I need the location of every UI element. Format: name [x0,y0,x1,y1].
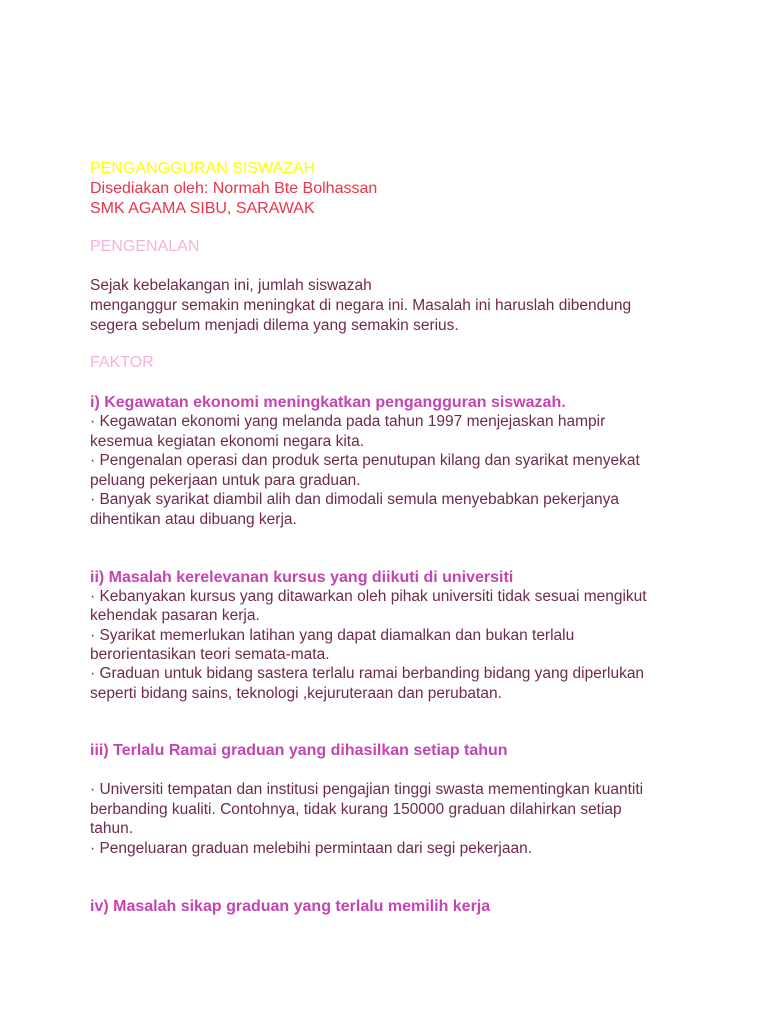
factor-3-line: · Universiti tempatan dan institusi pengajian tinggi swasta mementingkan kuantiti [90,781,644,798]
factor-3-line: · Pengeluaran graduan melebihi permintaan dari segi pekerjaan. [90,840,533,857]
factor-2-line: kehendak pasaran kerja. [90,607,260,624]
factor-heading-4: iv) Masalah sikap graduan yang terlalu memilih kerja [90,898,491,915]
factor-1-line: · Banyak syarikat diambil alih dan dimodali semula menyebabkan pekerjanya [90,491,620,508]
school-line: SMK AGAMA SIBU, SARAWAK [90,200,315,217]
factor-2-line: · Graduan untuk bidang sastera terlalu ramai berbanding bidang yang diperlukan [90,665,645,682]
factor-1-line: kesemua kegiatan ekonomi negara kita. [90,433,364,450]
intro-line: menganggur semakin meningkat di negara ini. Masalah ini haruslah dibendung [90,297,632,314]
factor-3-line: tahun. [90,820,134,837]
factor-1-line: · Kegawatan ekonomi yang melanda pada tahun 1997 menjejaskan hampir [90,413,606,430]
factor-2-line: · Kebanyakan kursus yang ditawarkan oleh pihak universiti tidak sesuai mengikut [90,588,647,605]
factor-heading-2: ii) Masalah kerelevanan kursus yang diikuti di universiti [90,569,514,586]
intro-line: Sejak kebelakangan ini, jumlah siswazah [90,277,372,294]
document-title: PENGANGGURAN SISWAZAH [90,160,316,177]
factor-3-line: berbanding kualiti. Contohnya, tidak kurang 150000 graduan dilahirkan setiap [90,801,622,818]
factor-2-line: seperti bidang sains, teknologi ,kejuruteraan dan perubatan. [90,685,502,702]
factor-heading-1: i) Kegawatan ekonomi meningkatkan pengangguran siswazah. [90,394,566,411]
factor-1-line: peluang pekerjaan untuk para graduan. [90,472,361,489]
factor-1-line: dihentikan atau dibuang kerja. [90,511,297,528]
author-line: Disediakan oleh: Normah Bte Bolhassan [90,180,378,197]
factor-2-line: · Syarikat memerlukan latihan yang dapat diamalkan dan bukan terlalu [90,627,575,644]
factor-heading-3: iii) Terlalu Ramai graduan yang dihasilkan setiap tahun [90,742,508,759]
intro-line: segera sebelum menjadi dilema yang semakin serius. [90,317,459,334]
factor-1-line: · Pengenalan operasi dan produk serta penutupan kilang dan syarikat menyekat [90,452,640,469]
factor-2-line: berorientasikan teori semata-mata. [90,646,330,663]
factors-heading: FAKTOR [90,354,154,371]
intro-heading: PENGENALAN [90,238,200,255]
